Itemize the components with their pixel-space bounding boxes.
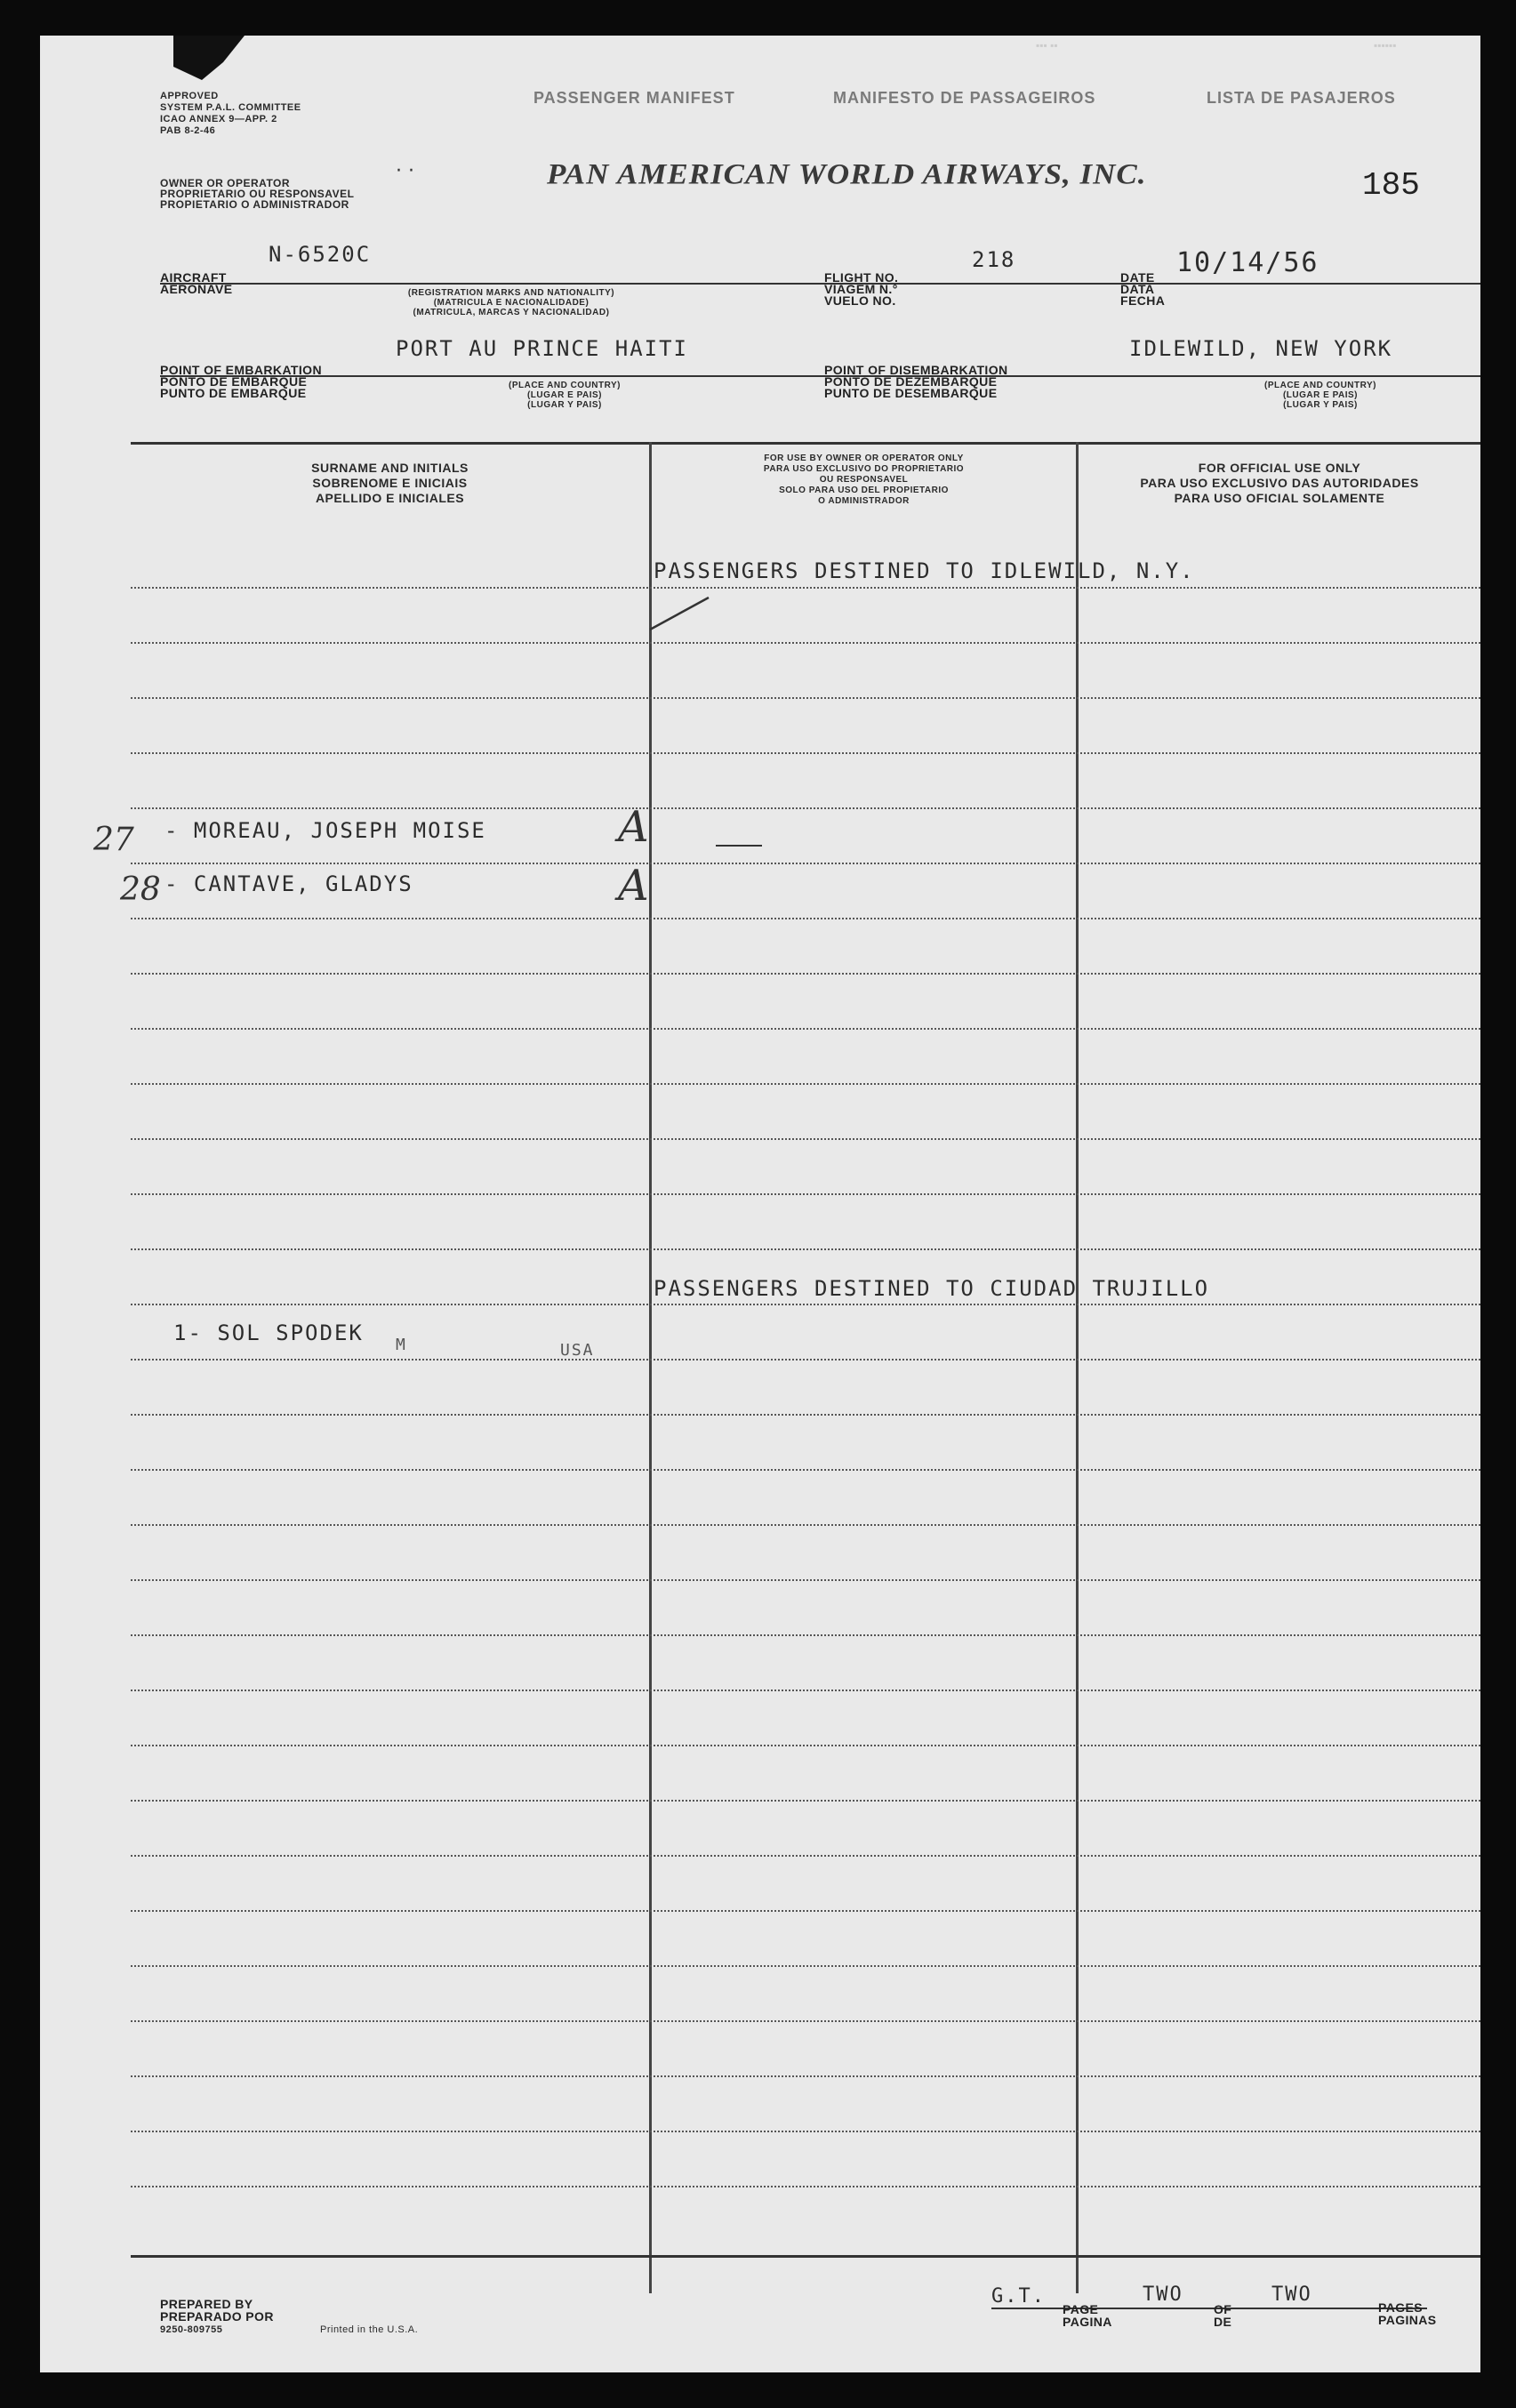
ruled-line — [131, 697, 1480, 699]
column-header-line: PARA USO EXCLUSIVO DAS AUTORIDADES — [1140, 476, 1419, 490]
ruled-line — [131, 2131, 1480, 2132]
ruled-line — [131, 1690, 1480, 1691]
approval-line: SYSTEM P.A.L. COMMITTEE — [160, 102, 301, 113]
printed-note: Printed in the U.S.A. — [320, 2324, 419, 2335]
date-label-line: FECHA — [1120, 293, 1166, 308]
section-heading-ciudad-trujillo: PASSENGERS DESTINED TO CIUDAD TRUJILLO — [654, 1276, 1210, 1301]
sublabel-line: (REGISTRATION MARKS AND NATIONALITY) — [407, 288, 615, 298]
ruled-line — [131, 1304, 1480, 1305]
embarkation-label-line: POINT OF EMBARKATION — [160, 363, 322, 377]
passenger-moreau: - MOREAU, JOSEPH MOISE — [164, 818, 486, 843]
of-label — [1214, 2303, 1231, 2328]
ruled-line — [131, 1193, 1480, 1195]
column-header-line: SOBRENOME E INICIAIS — [312, 476, 468, 490]
flight-label-line: VIAGEM N.° — [824, 282, 898, 296]
flight-label-line: FLIGHT NO. — [824, 270, 899, 285]
flight-value: 218 — [972, 247, 1016, 272]
column-divider-2 — [1076, 442, 1079, 2293]
disembarkation-label-line: PUNTO DE DESEMBARQUE — [824, 386, 998, 400]
column-header-line: APELLIDO E INICIALES — [315, 491, 465, 505]
ruled-line — [131, 1855, 1480, 1857]
ruled-line — [131, 1524, 1480, 1526]
column-header-line: SURNAME AND INITIALS — [311, 461, 469, 475]
disembarkation-label-line: POINT OF DISEMBARKATION — [824, 363, 1008, 377]
column-header-line: PARA USO EXCLUSIVO DO PROPRIETARIO — [763, 464, 965, 474]
ruled-line — [131, 587, 1480, 589]
ruled-line — [131, 752, 1480, 754]
page-label-line: PAGINA — [1063, 2315, 1112, 2329]
column-header-official — [1079, 461, 1480, 506]
handwritten-a-mark: A — [618, 802, 649, 852]
bleed-through-mark: ▪▪▪ ▪▪ — [1036, 39, 1058, 52]
dash-mark — [716, 845, 762, 847]
ruled-line — [131, 863, 1480, 864]
passenger-spodek: 1- SOL SPODEK — [173, 1320, 364, 1345]
sublabel-line: (MATRICULA, MARCAS Y NACIONALIDAD) — [413, 308, 610, 317]
handwritten-a-mark: A — [618, 861, 649, 911]
disembarkation-label — [824, 365, 1008, 399]
ruled-line — [131, 1579, 1480, 1581]
total-pages-value: TWO — [1271, 2284, 1312, 2306]
ruled-line — [131, 2186, 1480, 2187]
footer-rule — [991, 2308, 1427, 2309]
approval-line: PAB 8-2-46 — [160, 125, 216, 136]
date-label-line: DATE — [1120, 270, 1155, 285]
section-heading-idlewild: PASSENGERS DESTINED TO IDLEWILD, N.Y. — [654, 558, 1195, 583]
handwritten-number-28: 28 — [120, 871, 161, 908]
sublabel-line: (PLACE AND COUNTRY) — [1264, 381, 1376, 390]
sublabel-line: (LUGAR Y PAIS) — [1283, 400, 1358, 410]
ruled-line — [131, 1359, 1480, 1361]
ruled-line — [131, 642, 1480, 644]
form-code: 9250-809755 — [160, 2324, 223, 2335]
prepared-label-line: PREPARED BY — [160, 2297, 253, 2311]
ruled-line — [131, 918, 1480, 919]
disembarkation-label-line: PONTO DE DEZEMBARQUE — [824, 374, 998, 389]
sublabel-line: (LUGAR E PAIS) — [1282, 390, 1359, 400]
header-pt: MANIFESTO DE PASSAGEIROS — [833, 89, 1096, 107]
ruled-line — [131, 2020, 1480, 2022]
ruled-line — [131, 1800, 1480, 1802]
pages-label-line: PAGES — [1378, 2300, 1423, 2315]
manifest-sheet — [40, 36, 1480, 2372]
passenger-spodek-nationality: USA — [560, 1341, 595, 1360]
ruled-line — [131, 1745, 1480, 1746]
sublabel-line: (MATRICULA E NACIONALIDADE) — [433, 298, 590, 308]
passenger-spodek-sex: M — [396, 1336, 407, 1354]
pages-label-line: PAGINAS — [1378, 2313, 1437, 2327]
date-label-line: DATA — [1120, 282, 1155, 296]
embarkation-label-line: PUNTO DE EMBARQUE — [160, 386, 307, 400]
date-label — [1120, 272, 1165, 307]
column-header-surname — [131, 461, 649, 506]
ruled-line — [131, 1083, 1480, 1085]
airline-name: PAN AMERICAN WORLD AIRWAYS, INC. — [547, 157, 1147, 191]
ruled-line — [131, 973, 1480, 975]
ruled-line — [131, 1469, 1480, 1471]
ruled-line — [131, 807, 1480, 809]
header-en: PASSENGER MANIFEST — [533, 89, 735, 107]
ruled-line — [131, 2075, 1480, 2077]
prepared-by-label — [160, 2298, 274, 2323]
column-divider-1 — [649, 442, 652, 2293]
embarkation-value: PORT AU PRINCE HAITI — [396, 336, 688, 361]
owner-label-line: OWNER OR OPERATOR — [160, 177, 291, 189]
aircraft-label-line: AIRCRAFT — [160, 270, 227, 285]
embarkation-sublabel — [467, 381, 662, 410]
prepared-label-line: PREPARADO POR — [160, 2309, 274, 2324]
aircraft-rule — [160, 283, 1480, 285]
of-label-line: DE — [1214, 2315, 1232, 2329]
table-top-rule — [131, 442, 1480, 445]
check-stroke — [645, 578, 734, 640]
ruled-line — [131, 1965, 1480, 1967]
header-es: LISTA DE PASAJEROS — [1207, 89, 1396, 107]
sublabel-line: (LUGAR E PAIS) — [526, 390, 603, 400]
ruled-line — [131, 1138, 1480, 1140]
handwritten-number-27: 27 — [93, 822, 134, 858]
pages-label — [1378, 2301, 1437, 2326]
table-bottom-rule — [131, 2255, 1480, 2258]
ruled-line — [131, 1634, 1480, 1636]
ruled-line — [131, 1248, 1480, 1250]
page-label — [1063, 2303, 1112, 2328]
aircraft-label-line: AERONAVE — [160, 282, 233, 296]
owner-label-line: PROPIETARIO O ADMINISTRADOR — [160, 198, 349, 211]
form-approval-block — [160, 91, 301, 137]
column-header-line: FOR USE BY OWNER OR OPERATOR ONLY — [764, 454, 964, 463]
disembarkation-sublabel — [1223, 381, 1418, 410]
ruled-line — [131, 1028, 1480, 1030]
column-header-line: PARA USO OFICIAL SOLAMENTE — [1174, 491, 1385, 505]
approval-line: ICAO ANNEX 9—APP. 2 — [160, 114, 277, 124]
column-header-line: O ADMINISTRADOR — [818, 496, 910, 506]
disembarkation-value: IDLEWILD, NEW YORK — [1129, 336, 1393, 361]
column-header-line: OU RESPONSAVEL — [819, 475, 909, 485]
page-number-value: TWO — [1143, 2284, 1183, 2306]
sublabel-line: (LUGAR Y PAIS) — [527, 400, 602, 410]
owner-label — [160, 178, 354, 210]
embarkation-rule — [160, 375, 1480, 377]
page-stamp-number: 185 — [1362, 167, 1420, 204]
embarkation-label — [160, 365, 322, 399]
ruled-line — [131, 1910, 1480, 1912]
owner-label-line: PROPRIETARIO OU RESPONSAVEL — [160, 188, 355, 200]
aircraft-sublabel — [333, 288, 689, 317]
torn-corner — [173, 36, 245, 80]
column-header-line: SOLO PARA USO DEL PROPIETARIO — [779, 486, 949, 495]
column-header-line: FOR OFFICIAL USE ONLY — [1198, 461, 1361, 475]
aircraft-value: N-6520C — [269, 242, 372, 267]
embarkation-label-line: PONTO DE EMBARQUE — [160, 374, 308, 389]
sublabel-line: (PLACE AND COUNTRY) — [509, 381, 621, 390]
column-header-operator — [652, 454, 1076, 507]
dot-leader: · · — [396, 160, 414, 182]
page-label-line: PAGE — [1063, 2302, 1099, 2316]
passenger-cantave: - CANTAVE, GLADYS — [164, 871, 413, 896]
bleed-through-mark: ▪▪▪▪▪▪ — [1374, 39, 1397, 52]
date-value: 10/14/56 — [1176, 247, 1319, 278]
ruled-line — [131, 1414, 1480, 1416]
prepared-by-initials: G.T. — [991, 2285, 1046, 2308]
of-label-line: OF — [1214, 2302, 1232, 2316]
flight-label — [824, 272, 898, 307]
approval-line: APPROVED — [160, 91, 219, 101]
flight-label-line: VUELO NO. — [824, 293, 896, 308]
